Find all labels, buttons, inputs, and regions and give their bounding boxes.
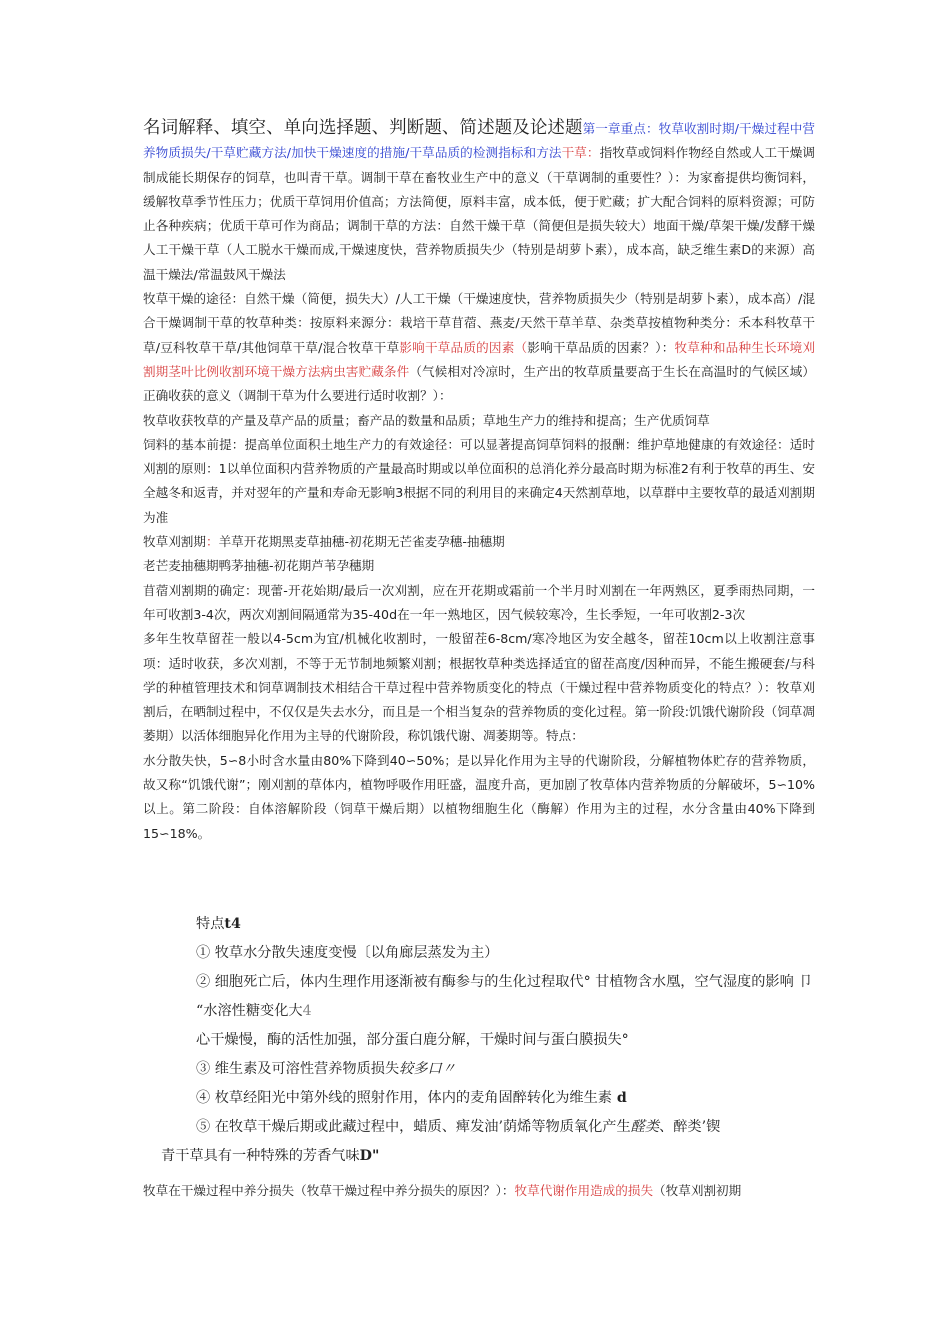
nutrient-loss-continued: （牧草刈割初期 xyxy=(653,1183,742,1198)
ocr-line-4-text: “水溶性糖变化大 xyxy=(196,1003,303,1019)
ocr-line-9-text: 青干草具有一种特殊的芳香气味 xyxy=(161,1148,360,1164)
nutrient-loss-line xyxy=(143,1179,823,1203)
ocr-line-8-text: ⑤ 在牧草干燥后期或此藏过程中，蜡质、痺发油’荫烯等物质氧化产生 xyxy=(196,1119,631,1135)
paragraph-hay-definition: 指牧草或饲料作物经自然或人工干燥调制成能长期保存的饲草，也叫青干草。调制干草在畜牧业生产中的意义（干草调制的重要性？）：为家畜提供均衡饲料，缓解牧草季节性压力；优质干草饲用价值高；方法简便，原料丰富，成本低，便于贮藏；扩大配合饲料的原料资源；可防止各种疾病；优质干草可作为商品；调制干草的方法：自然干燥干草（简便但是损失较大）地面干燥/草架干燥/发酵干燥人工干燥干草（人工脱水干燥而成,干燥速度快，营养物质损失少（特别是胡萝卜素），成本高，缺乏维生素D的来源）高温干燥法/常温鼓风干燥法 xyxy=(143,145,816,282)
cutting-period-label: 牧草刈割期 xyxy=(143,534,206,550)
paragraph-stubble-height: 多年生牧草留茬一般以4-5cm为宜/机械化收割时，一般留茬6-8cm/寒冷地区为安全越冬，留茬10cm以上收割注意事项：适时收获，多次刈割，不等于无节制地频繁刈割；根据牧草种类选择适宜的留茬高度/因种而异，不能生搬硬套/与科学的种植管理技术和饲草调制技术相结合干草过程中营养物质变化的特点（干燥过程中营养物质变化的特点？）：牧草刈割后，在晒制过程中，不仅仅是失去水分，而且是一个相当复杂的营养物质的变化过程。第一阶段:饥饿代谢阶段（饲草凋萎期）以活体细胞异化作用为主导的代谢阶段，称饥饿代谢、凋萎期等。特点： xyxy=(143,631,815,744)
ocr-line-6-italic: 较多口〃 xyxy=(399,1061,456,1077)
ocr-line-7-tail: d xyxy=(611,1090,627,1106)
ocr-line-4-tail: 4 xyxy=(302,1003,312,1019)
chapter-focus: 第一章重点：牧草收割时期/干燥过程中营养物质损失/干草贮藏方法/加快干燥速度的措施/干草品质的检测指标和方法 xyxy=(143,121,816,161)
nutrient-loss-question: 牧草在干燥过程中养分损失（牧草干燥过程中养分损失的原因？）： xyxy=(143,1183,515,1198)
ocr-line-8 xyxy=(196,1113,818,1142)
ocr-line-1-text: 特点 xyxy=(196,916,225,932)
ocr-line-8-italic: 醛类 xyxy=(630,1119,660,1135)
ocr-line-9-tail: D" xyxy=(359,1148,380,1164)
ocr-line-9 xyxy=(161,1142,818,1171)
ocr-line-1 xyxy=(196,910,818,939)
document-title: 名词解释、填空、单向选择题、判断题、简述题及论述题 xyxy=(143,118,583,138)
ocr-line-4 xyxy=(196,997,818,1026)
ocr-line-2: ① 牧草水分散失速度变慢〔以角廊层蒸发为主） xyxy=(196,945,499,961)
ocr-line-5: 心干燥慢，酶的活性加强，部分蛋白鹿分解，干燥时间与蛋白膜损失° xyxy=(196,1032,629,1048)
quality-factors-question: 影响干草品质的因素？）： xyxy=(527,339,675,355)
main-text xyxy=(143,116,815,846)
paragraph-drying-ways: 牧草干燥的途径：自然干燥（简便，损失大）/人工干燥（干燥速度快，营养物质损失少（特别是胡萝卜素），成本高）/混合干燥调制干草的牧草种类：按原料来源分：栽培干草苜蓿、燕麦/天然干草羊草、杂类草按植物种类分：禾本科牧草干草/豆科牧草干草/其他饲草干草/混合牧草干草 xyxy=(143,291,815,355)
cutting-period-list-1: 羊草开花期黑麦草抽穗-初花期无芒雀麦孕穗-抽穗期 xyxy=(218,534,505,550)
ocr-line-3-tail: 卩 xyxy=(793,974,813,990)
ocr-line-8-rest: 、醉类’锲 xyxy=(659,1119,721,1135)
quality-factors-list: 牧草种和品种生长环境刈割期茎叶比例收割环境干燥方法病虫害贮藏条件 xyxy=(143,339,816,379)
ocr-feature-list xyxy=(161,910,818,1171)
paragraph-drying-stages: 水分散失快，5∽8小时含水量由80%下降到40∽50%；是以异化作用为主导的代谢阶段，分解植物体贮存的营养物质，故又称“饥饿代谢”；刚刈割的草体内，植物呼吸作用旺盛，温度升高，更加剧了牧草体内营养物质的分解破坏，5∽10%以上。第二阶段：自体溶解阶段（饲草干燥后期）以植物细胞生化（酶解）作用为主的过程，水分含量由40%下降到15∽18%。 xyxy=(143,752,815,841)
ocr-line-7 xyxy=(196,1084,818,1113)
ocr-line-6-text: ③ 维生素及可溶性营养物质损失 xyxy=(196,1061,400,1077)
nutrient-loss-cause: 牧草代谢作用造成的损失 xyxy=(514,1183,654,1198)
cutting-period-list-2: 老芒麦抽穗期鸭茅抽穗-初花期芦苇孕穗期 xyxy=(143,558,375,574)
ocr-line-3-text: ② 细胞死亡后，体内生理作用逐渐被有酶参与的生化过程取代° 甘植物含水凰，空气湿度的影响 xyxy=(196,974,794,990)
quality-factors-heading: 影响干草品质的因素（ xyxy=(399,339,528,355)
ocr-line-7-text: ④ 枚草经阳光中第外线的照射作用，体内的麦角固醉转化为维生素 xyxy=(196,1090,612,1106)
paragraph-alfalfa-cutting: 苜蓿刈割期的确定：现蕾-开花始期/最后一次刈割，应在开花期或霜前一个半月时刈割在一年两熟区，夏季雨热同期，一年可收割3-4次，两次刈割间隔通常为35-40d在一年一熟地区，因气候较寒冷，生长季短，一年可收割2-3次 xyxy=(143,582,815,622)
ocr-line-3 xyxy=(196,968,818,997)
paragraph-harvest-meaning: （气候相对冷凉时，生产出的牧草质量要高于生长在高温时的气候区域）正确收获的意义（调制干草为什么要进行适时收割？）： xyxy=(143,363,816,404)
paragraph-cutting-principles: 饲料的基本前提：提高单位面积土地生产力的有效途径：可以显著提高饲草饲料的报酬：维护草地健康的有效途径：适时刈割的原则：1以单位面积内营养物质的产量最高时期或以单位面积的总消化养分最高时期为标准2有利于牧草的再生、安全越冬和返青，并对翌年的产量和寿命无影响3根据不同的利用目的来确定4天然割草地，以草群中主要牧草的最适刈割期为准 xyxy=(143,436,815,525)
paragraph-harvest-quality: 牧草收获牧草的产量及草产品的质量；畜产品的数量和品质；草地生产力的维持和提高；生产优质饲草 xyxy=(143,412,710,428)
cutting-period-colon: ： xyxy=(205,534,219,550)
ocr-line-1-tail: t4 xyxy=(224,916,241,932)
ocr-line-6 xyxy=(196,1055,818,1084)
hay-term: 干草： xyxy=(561,145,600,161)
